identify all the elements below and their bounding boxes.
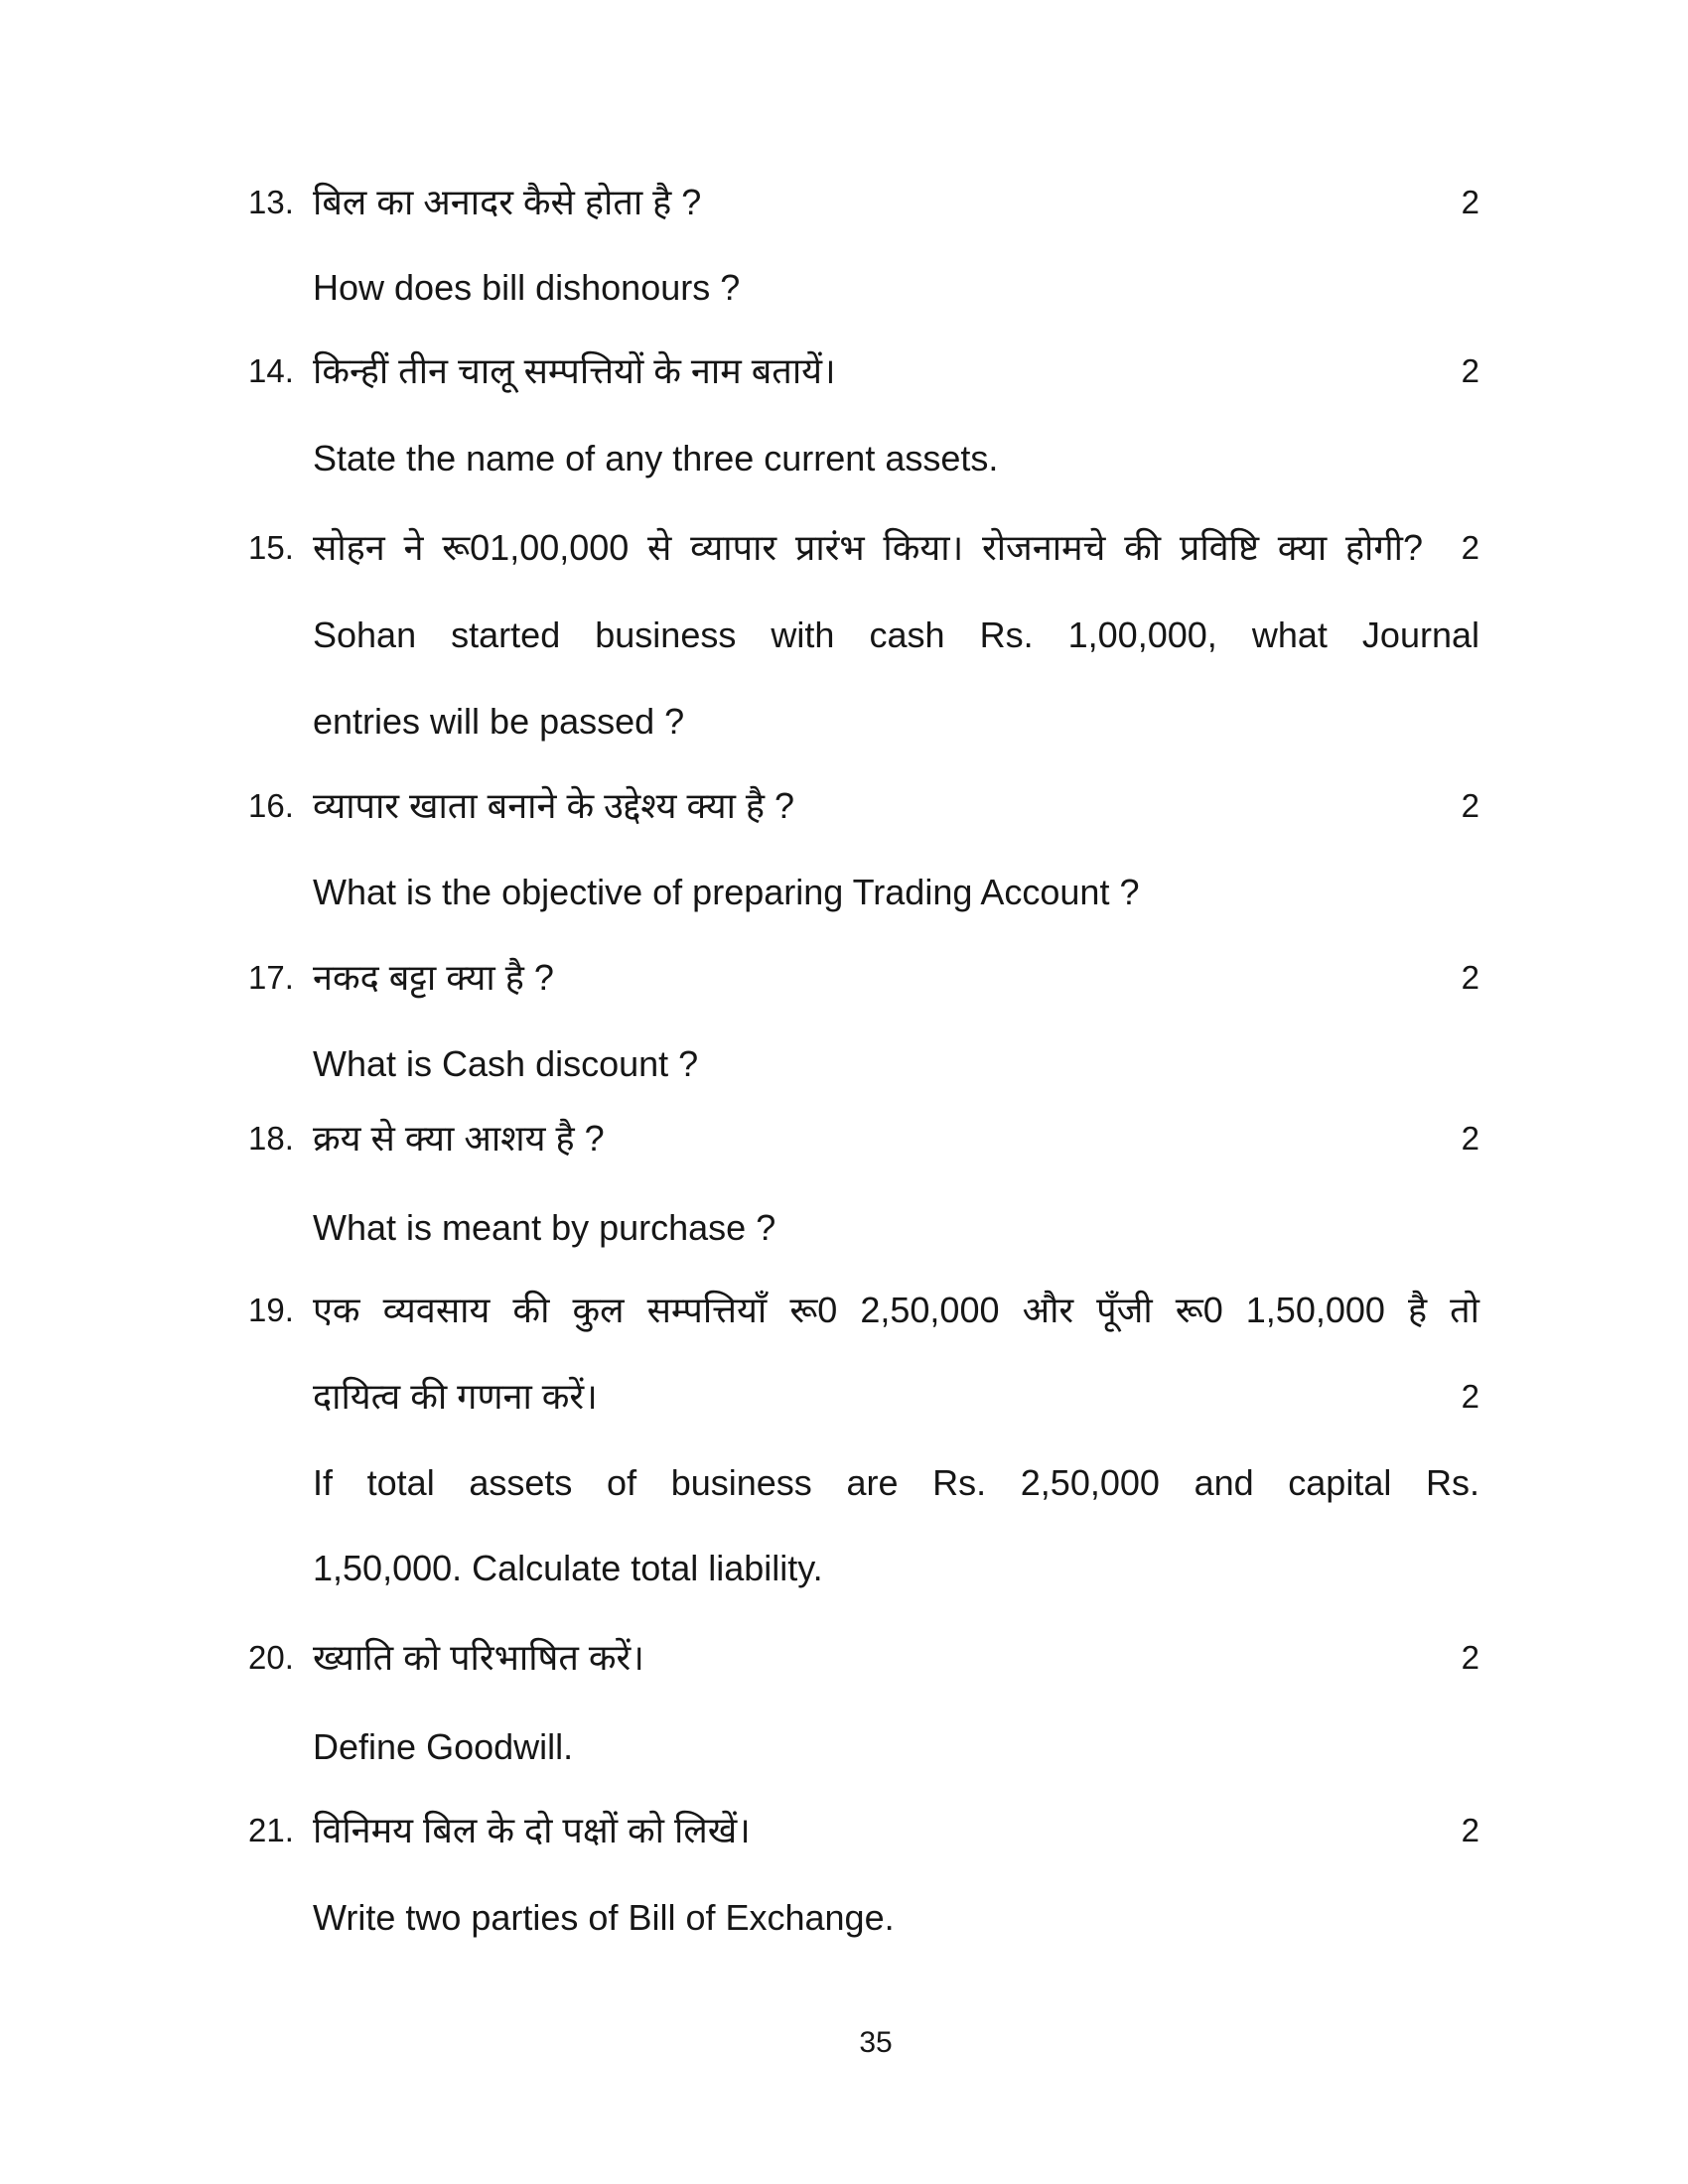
question-number: 19. [248, 1292, 294, 1328]
question-line-english: How does bill dishonours ? [313, 267, 741, 308]
question-line-hindi: एक व्यवसाय की कुल सम्पत्तियाँ रू0 2,50,000 और पूँजी रू0 1,50,000 है तो [313, 1290, 1479, 1330]
question-line-english: Sohan started business with cash Rs. 1,00,000, what Journal [313, 614, 1479, 655]
question-line-hindi [313, 784, 1479, 828]
question-text-hindi: सोहन ने रू01,00,000 से व्यापार प्रारंभ किया। रोजनामचे की प्रविष्टि क्या होगी? [313, 527, 1423, 568]
question-line-english: State the name of any three current assets. [313, 438, 999, 478]
marks-value: 2 [1461, 1639, 1479, 1676]
question-number: 17. [248, 959, 294, 996]
question-line-hindi [313, 1117, 1479, 1160]
question-line-hindi [313, 1809, 1479, 1852]
question-number: 20. [248, 1639, 294, 1676]
question-text-hindi: नकद बट्टा क्या है ? [313, 957, 554, 998]
marks-value: 2 [1461, 1378, 1479, 1415]
question-text-hindi: व्यापार खाता बनाने के उद्देश्य क्या है ? [313, 785, 795, 826]
page-number: 35 [859, 2026, 893, 2059]
marks-value: 2 [1461, 529, 1479, 566]
question-number: 21. [248, 1812, 294, 1848]
marks-value: 2 [1461, 959, 1479, 996]
question-number: 14. [248, 352, 294, 389]
question-line-hindi [313, 181, 1479, 224]
question-number: 13. [248, 184, 294, 220]
question-text-hindi: बिल का अनादर कैसे होता है ? [313, 182, 702, 222]
marks-value: 2 [1461, 1120, 1479, 1157]
question-line-english: If total assets of business are Rs. 2,50,000 and capital Rs. [313, 1462, 1479, 1503]
marks-value: 2 [1461, 184, 1479, 220]
question-line-hindi [313, 1636, 1479, 1680]
question-line-english: What is Cash discount ? [313, 1043, 699, 1084]
question-text-hindi: किन्हीं तीन चालू सम्पत्तियों के नाम बतायें। [313, 350, 836, 391]
question-line-hindi [313, 349, 1479, 393]
question-line-english: What is meant by purchase ? [313, 1207, 776, 1248]
marks-value: 2 [1461, 352, 1479, 389]
question-number: 18. [248, 1120, 294, 1157]
marks-value: 2 [1461, 787, 1479, 824]
question-number: 16. [248, 787, 294, 824]
question-text-hindi: ख्याति को परिभाषित करें। [313, 1637, 644, 1678]
question-text-hindi: विनिमय बिल के दो पक्षों को लिखें। [313, 1810, 751, 1850]
question-line-english: entries will be passed ? [313, 701, 685, 742]
question-line-english: What is the objective of preparing Trading Account ? [313, 872, 1140, 912]
question-line-hindi [313, 526, 1479, 570]
question-line-hindi [313, 956, 1479, 1000]
question-number: 15. [248, 529, 294, 566]
question-line-english: 1,50,000. Calculate total liability. [313, 1548, 823, 1588]
question-line-english: Define Goodwill. [313, 1726, 574, 1767]
question-text-hindi: क्रय से क्या आशय है ? [313, 1118, 605, 1159]
marks-value: 2 [1461, 1812, 1479, 1848]
question-line-english: Write two parties of Bill of Exchange. [313, 1897, 895, 1938]
question-line-hindi [313, 1375, 1479, 1419]
question-text-hindi: दायित्व की गणना करें। [313, 1376, 598, 1417]
